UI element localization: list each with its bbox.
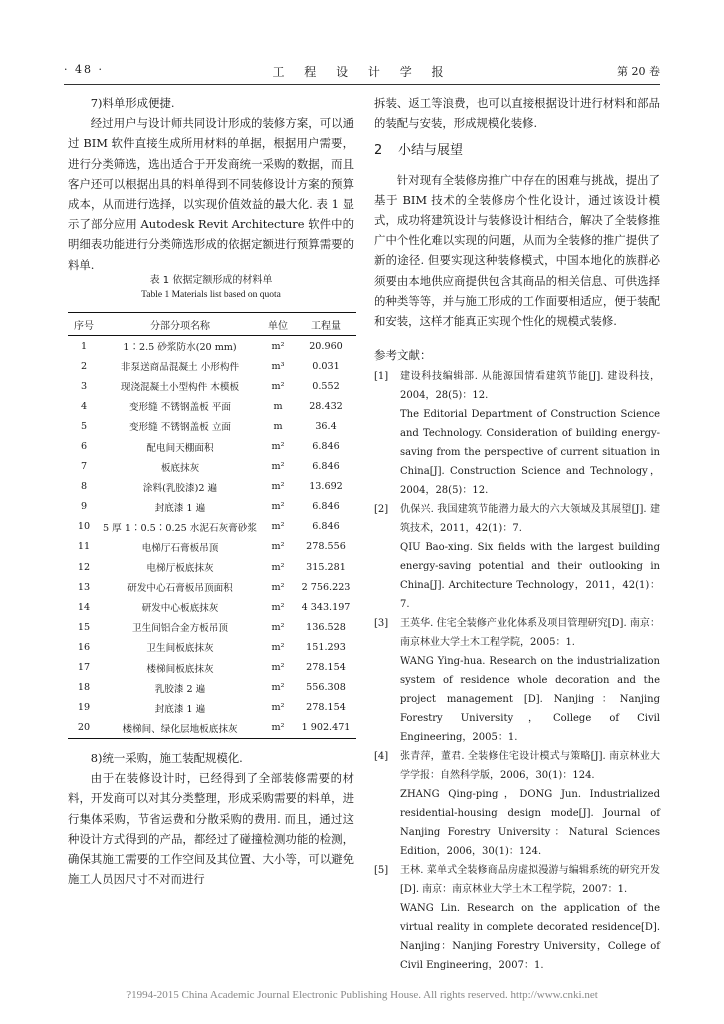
cell-quantity: 278.154 (306, 662, 346, 674)
cell-quantity: 36.4 (315, 420, 337, 432)
cell-unit: m² (271, 501, 285, 513)
reference-en: QIU Bao-xing. Six fields with the largest building energy-saving potential and their outlooking in China[J]. Architecture Technology，2011，42(1)：7. (400, 542, 660, 611)
reference-en: The Editorial Department of Construction Science and Technology. Consideration of building energy-saving from the perspective of current situation in China[J]. Construction Science and Technology，2004，28(5)：12. (400, 409, 660, 497)
cell-name: 非泵送商品混凝土 小形构件 (120, 362, 240, 374)
journal-title: 工 程 设 计 学 报 (272, 65, 452, 79)
cell-unit: m² (271, 461, 285, 473)
reference-item (374, 747, 660, 861)
cell-quantity: 28.432 (309, 400, 343, 412)
col-header-name: 分部分项名称 (100, 313, 260, 336)
table-row (68, 436, 356, 456)
cell-index: 10 (77, 521, 91, 533)
cell-name: 楼梯间、绿化层地板底抹灰 (100, 718, 260, 739)
table-row (68, 497, 356, 517)
materials-table (68, 312, 356, 739)
continued-paragraph: 拆装、返工等浪费，也可以直接根据设计进行材料和部品的装配与安装，形成规模化装修. (374, 96, 660, 131)
cell-name: 封底漆 1 遍 (154, 502, 206, 514)
cell-quantity: 1 902.471 (296, 718, 356, 739)
cell-index: 2 (80, 360, 88, 372)
cell-name: 1∶2.5 砂浆防水(20 mm) (123, 342, 237, 354)
cell-quantity: 6.846 (312, 521, 340, 533)
cell-name: 封底漆 1 遍 (154, 703, 206, 715)
cell-quantity: 278.556 (306, 541, 346, 553)
table-row (68, 537, 356, 557)
cell-index: 5 (80, 420, 88, 432)
table-caption-cn: 表 1 依据定额形成的材料单 (149, 275, 273, 286)
cell-index: 8 (80, 481, 88, 493)
table-row (68, 637, 356, 657)
cell-quantity: 0.031 (312, 360, 340, 372)
section-number: 2 (374, 143, 383, 159)
reference-number: [1] (374, 371, 389, 383)
cell-unit: m² (271, 641, 285, 653)
cell-unit: m (273, 420, 283, 432)
section-title: 小结与展望 (398, 143, 464, 159)
table-row (68, 376, 356, 396)
table-row (68, 698, 356, 718)
cell-name: 变形缝 不锈钢盖板 立面 (128, 422, 232, 434)
table-row (68, 517, 356, 537)
cell-unit: m² (271, 481, 285, 493)
cell-index: 14 (77, 601, 91, 613)
cell-quantity: 556.308 (306, 682, 346, 694)
reference-en: ZHANG Qing-ping，DONG Jun. Industrialized residential-housing design mode[J]. Journal of Nanjing Forestry University：Natural Sciences Edition，2006，30(1)：124. (400, 789, 660, 858)
reference-item (374, 614, 660, 747)
table-caption (68, 274, 354, 302)
col-header-index: 序号 (68, 313, 100, 336)
cell-name: 5 厚 1∶0.5∶0.25 水泥石灰膏砂浆 (103, 522, 257, 534)
cell-index: 6 (80, 441, 88, 453)
cell-index: 4 (80, 400, 88, 412)
cell-unit: m² (271, 561, 285, 573)
reference-item (374, 500, 660, 614)
cell-unit: m² (271, 581, 285, 593)
cell-name: 配电间天棚面积 (146, 442, 214, 454)
cell-index: 1 (80, 340, 88, 352)
cell-unit: m² (271, 621, 285, 633)
table-header-row (68, 313, 356, 336)
table-row (68, 617, 356, 637)
left-column (68, 93, 354, 275)
cell-index: 15 (77, 621, 91, 633)
table-caption-en: Table 1 Materials list based on quota (141, 290, 281, 300)
cell-quantity: 20.960 (309, 340, 343, 352)
item-7-body: 经过用户与设计师共同设计形成的装修方案，可以通过 BIM 软件直接生成所用材料的单据，根据用户需要，进行分类筛选，选出适合于开发商统一采购的数据，而且客户还可以根据出具的料单得到不同装修设计方案的预算成本，从而进行选择，以实现价值效益的最大化. 表 1 显示了部分应用 Autodesk Revit Architecture 软件中的明细表功能进行分类筛选形成的依据定额进行预算需要的料单. (68, 116, 354, 272)
cell-quantity: 4 343.197 (301, 601, 351, 613)
cell-name: 楼梯间板底抹灰 (146, 663, 214, 675)
col-header-unit: 单位 (260, 313, 296, 336)
page-number: · 48 · (64, 63, 104, 76)
reference-item (374, 367, 660, 500)
cell-index: 17 (77, 662, 91, 674)
table-row (68, 678, 356, 698)
col-header-quantity: 工程量 (296, 313, 356, 336)
cell-index: 7 (80, 461, 88, 473)
reference-en: WANG Lin. Research on the application of the virtual reality in complete decorated residence[D]. Nanjing：Nanjing Forestry University，College of Civil Engineering，2007：1. (400, 903, 660, 972)
table-body (68, 336, 356, 739)
item-8-body: 由于在装修设计时，已经得到了全部装修需要的材料，开发商可以对其分类整理，形成采购需要的料单，进行集体采购，节省运费和分散采购的费用. 而且，通过这种设计方式得到的产品，都经过了碰撞检测功能的检测，确保其施工需要的工作空间及其位置、大小等，可以避免施工人员因尺寸不对而进行 (68, 771, 354, 887)
item-7-heading: 7)料单形成便捷. (90, 96, 175, 110)
reference-body (400, 500, 660, 614)
item-8-heading: 8)统一采购，施工装配规模化. (90, 751, 243, 765)
cell-unit: m² (271, 702, 285, 714)
reference-body (400, 747, 660, 861)
cell-name: 研发中心石膏板吊顶面积 (127, 583, 233, 595)
reference-cn: 张青萍，董君. 全装修住宅设计模式与策略[J]. 南京林业大学学报：自然科学版，2006，30(1)：124. (400, 751, 660, 782)
cell-name: 电梯厅板底抹灰 (146, 563, 214, 575)
references-title: 参考文献： (374, 348, 432, 363)
cell-quantity: 2 756.223 (301, 581, 351, 593)
cell-quantity: 151.293 (306, 641, 346, 653)
cell-index: 16 (77, 641, 91, 653)
reference-cn: 王林. 菜单式全装修商品房虚拟漫游与编辑系统的研究开发[D]. 南京：南京林业大学土木工程学院，2007：1. (400, 865, 660, 896)
header-rule (64, 84, 660, 85)
cell-index: 19 (77, 702, 91, 714)
cell-quantity: 136.528 (306, 621, 346, 633)
reference-body (400, 614, 660, 747)
cell-unit: m (273, 400, 283, 412)
left-column-continued (68, 748, 354, 889)
references-list (374, 367, 660, 975)
table-row (68, 557, 356, 577)
table-row (68, 336, 356, 357)
cell-unit: m³ (271, 360, 285, 372)
reference-en: WANG Ying-hua. Research on the industrialization system of residence whole decoration and the project management [D]. Nanjing：Nanjing Forestry University，College of Civil Engineering，2005：1. (400, 656, 660, 744)
reference-body (400, 367, 660, 500)
reference-body (400, 861, 660, 975)
cell-quantity: 6.846 (312, 461, 340, 473)
cell-unit: m² (271, 380, 285, 392)
section-body: 针对现有全装修房推广中存在的困难与挑战，提出了基于 BIM 技术的全装修房个性化设计，通过该设计模式，成功将建筑设计与装修设计相结合，解决了全装修推广中个性化难以实现的问题，从而为全装修的推广提供了新的途径. 但要实现这种装修模式，中国本地化的族群必须要由本地供应商提供包含其商品的相关信息、可供选择的种类等等，并与施工形成的工作面要相适应，便于装配和安装，这样才能真正实现个性化的规模式装修. (374, 172, 660, 329)
cell-index: 9 (80, 501, 88, 513)
cell-index: 12 (77, 561, 91, 573)
cell-name: 研发中心板底抹灰 (141, 603, 219, 615)
cell-unit: m² (271, 441, 285, 453)
cell-index: 11 (77, 541, 91, 553)
running-header (64, 63, 660, 83)
cell-name: 电梯厅石膏板吊顶 (141, 542, 219, 554)
cell-name: 涂料(乳胶漆)2 遍 (142, 482, 218, 494)
cell-name: 变形缝 不锈钢盖板 平面 (128, 402, 232, 414)
cell-unit: m² (260, 718, 296, 739)
reference-number: [4] (374, 751, 389, 763)
table-row (68, 457, 356, 477)
cell-name: 卫生间铝合金方板吊顶 (132, 623, 228, 635)
cell-index: 13 (77, 581, 91, 593)
cell-quantity: 0.552 (312, 380, 340, 392)
table-row (68, 658, 356, 678)
cell-quantity: 278.154 (306, 702, 346, 714)
table-row (68, 577, 356, 597)
reference-number: [5] (374, 865, 389, 877)
reference-cn: 仇保兴. 我国建筑节能潜力最大的六大领域及其展望[J]. 建筑技术，2011，42(1)：7. (400, 504, 660, 535)
cell-name: 乳胶漆 2 遍 (154, 683, 206, 695)
cell-name: 卫生间板底抹灰 (146, 643, 214, 655)
cell-unit: m² (271, 340, 285, 352)
cell-unit: m² (271, 682, 285, 694)
table-row (68, 396, 356, 416)
table-row (68, 718, 356, 739)
table-row (68, 416, 356, 436)
cell-name: 现浇混凝土小型构件 木模板 (120, 382, 240, 394)
table-row (68, 477, 356, 497)
copyright-footer: ?1994-2015 China Academic Journal Electronic Publishing House. All rights reserved. http://www.cnki.net (126, 989, 598, 1001)
cell-unit: m² (271, 601, 285, 613)
section-heading (374, 141, 660, 161)
cell-quantity: 6.846 (312, 501, 340, 513)
table-row (68, 597, 356, 617)
reference-cn: 建设科技编辑部. 从能源国情看建筑节能[J]. 建设科技，2004，28(5)：12. (400, 371, 660, 402)
cell-quantity: 13.692 (309, 481, 343, 493)
cell-quantity: 6.846 (312, 441, 340, 453)
reference-number: [2] (374, 504, 389, 516)
volume-label: 第 20 卷 (617, 65, 660, 78)
cell-unit: m² (271, 521, 285, 533)
cell-quantity: 315.281 (306, 561, 346, 573)
cell-unit: m² (271, 662, 285, 674)
cell-index: 3 (80, 380, 88, 392)
table-row (68, 356, 356, 376)
cell-index: 20 (68, 718, 100, 739)
cell-index: 18 (77, 682, 91, 694)
cell-name: 板底抹灰 (160, 462, 200, 474)
cell-unit: m² (271, 541, 285, 553)
reference-cn: 王英华. 住宅全装修产业化体系及项目管理研究[D]. 南京：南京林业大学土木工程学院，2005：1. (400, 618, 660, 649)
reference-item (374, 861, 660, 975)
right-column (374, 93, 660, 975)
reference-number: [3] (374, 618, 389, 630)
